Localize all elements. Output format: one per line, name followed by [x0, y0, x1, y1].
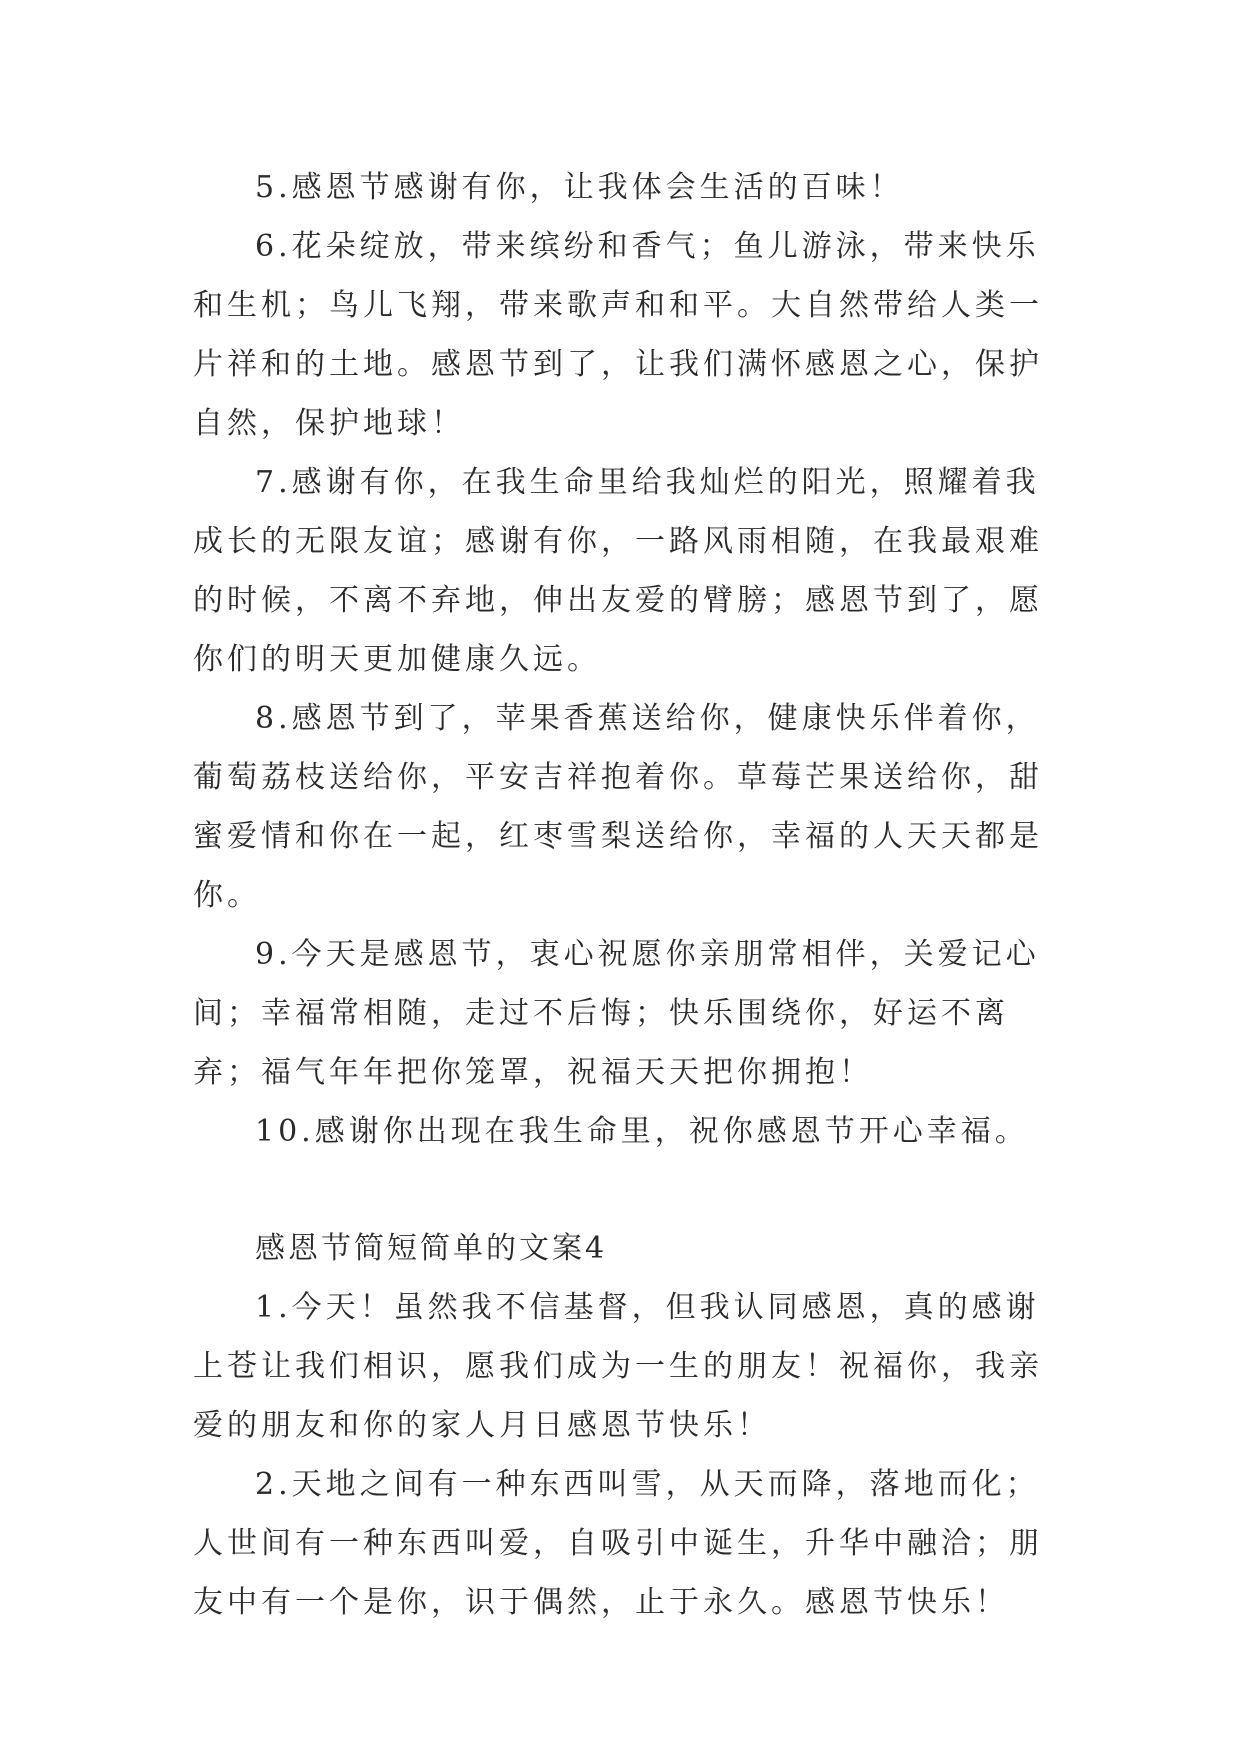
paragraph-9: 9.今天是感恩节，衷心祝愿你亲朋常相伴，关爱记心间；幸福常相随，走过不后悔；快乐围绕你，好运不离弃；福气年年把你笼罩，祝福天天把你拥抱！ — [193, 937, 1040, 1090]
paragraph-10: 10.感谢你出现在我生命里，祝你感恩节开心幸福。 — [255, 1114, 1029, 1149]
section-spacer — [193, 1161, 1049, 1219]
paragraph-1: 1.今天！虽然我不信基督，但我认同感恩，真的感谢上苍让我们相识，愿我们成为一生的朋友！祝福你，我亲爱的朋友和你的家人月日感恩节快乐！ — [193, 1290, 1043, 1443]
paragraph-8: 8.感恩节到了，苹果香蕉送给你，健康快乐伴着你，葡萄荔枝送给你，平安吉祥抱着你。草莓芒果送给你，甜蜜爱情和你在一起，红枣雪梨送给你，幸福的人天天都是你。 — [193, 701, 1043, 913]
paragraph-6: 6.花朵绽放，带来缤纷和香气；鱼儿游泳，带来快乐和生机；鸟儿飞翔，带来歌声和和平。大自然带给人类一片祥和的土地。感恩节到了，让我们满怀感恩之心，保护自然，保护地球！ — [193, 229, 1043, 441]
paragraph-5: 5.感恩节感谢有你，让我体会生活的百味！ — [255, 170, 904, 205]
paragraph-7: 7.感谢有你，在我生命里给我灿烂的阳光，照耀着我成长的无限友谊；感谢有你，一路风雨相随，在我最艰难的时候，不离不弃地，伸出友爱的臂膀；感恩节到了，愿你们的明天更加健康久远。 — [193, 465, 1043, 677]
document-body — [193, 158, 1049, 1632]
paragraph-2: 2.天地之间有一种东西叫雪，从天而降，落地而化；人世间有一种东西叫爱，自吸引中诞生，升华中融洽；朋友中有一个是你，识于偶然，止于永久。感恩节快乐！ — [193, 1467, 1043, 1620]
section-heading: 感恩节简短简单的文案4 — [255, 1231, 608, 1266]
